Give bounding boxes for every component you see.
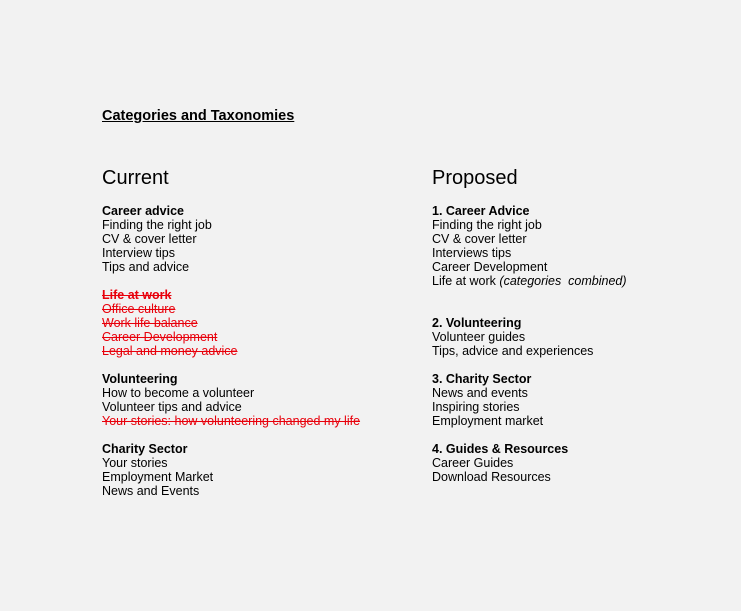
list-item: Finding the right job bbox=[102, 218, 212, 232]
group-title: 2. Volunteering bbox=[432, 316, 522, 330]
list-item: Volunteer guides bbox=[432, 330, 526, 344]
list-item: Employment market bbox=[432, 414, 544, 428]
list-item: CV & cover letter bbox=[432, 232, 527, 246]
current-charity-sector-group bbox=[102, 442, 402, 498]
list-item: Finding the right job bbox=[432, 218, 542, 232]
group-title: 1. Career Advice bbox=[432, 204, 530, 218]
list-item bbox=[432, 274, 732, 288]
list-item: News and events bbox=[432, 386, 528, 400]
combined-note: (categories combined) bbox=[499, 274, 627, 288]
list-item-label: Life at work bbox=[432, 274, 496, 288]
current-column bbox=[102, 166, 402, 498]
list-item-removed: Office culture bbox=[102, 302, 176, 316]
proposed-guides-resources-group bbox=[432, 442, 732, 484]
proposed-heading: Proposed bbox=[432, 167, 518, 189]
group-title-removed: Life at work bbox=[102, 288, 172, 302]
list-item: Your stories bbox=[102, 456, 168, 470]
list-item-removed: Career Development bbox=[102, 330, 218, 344]
current-heading: Current bbox=[102, 167, 169, 189]
proposed-volunteering-group bbox=[432, 316, 732, 358]
current-career-advice-group bbox=[102, 204, 402, 274]
list-item: CV & cover letter bbox=[102, 232, 197, 246]
proposed-column bbox=[432, 166, 732, 484]
current-volunteering-group bbox=[102, 372, 402, 428]
list-item: Employment Market bbox=[102, 470, 214, 484]
group-title: 3. Charity Sector bbox=[432, 372, 532, 386]
document-title: Categories and Taxonomies bbox=[102, 108, 295, 124]
list-item: Career Guides bbox=[432, 456, 514, 470]
list-item-removed: Work life balance bbox=[102, 316, 198, 330]
list-item: Interviews tips bbox=[432, 246, 512, 260]
list-item: Tips and advice bbox=[102, 260, 190, 274]
group-title: Career advice bbox=[102, 204, 185, 218]
proposed-charity-sector-group bbox=[432, 372, 732, 428]
group-title: Charity Sector bbox=[102, 442, 188, 456]
current-life-at-work-group-removed bbox=[102, 288, 402, 358]
list-item: Volunteer tips and advice bbox=[102, 400, 242, 414]
list-item: Download Resources bbox=[432, 470, 551, 484]
list-item: How to become a volunteer bbox=[102, 386, 255, 400]
list-item: Inspiring stories bbox=[432, 400, 520, 414]
group-title: Volunteering bbox=[102, 372, 178, 386]
proposed-career-advice-group bbox=[432, 204, 732, 288]
list-item-removed: Your stories: how volunteering changed my life bbox=[102, 414, 361, 428]
list-item-removed: Legal and money advice bbox=[102, 344, 238, 358]
group-title: 4. Guides & Resources bbox=[432, 442, 569, 456]
list-item: Interview tips bbox=[102, 246, 175, 260]
list-item: Tips, advice and experiences bbox=[432, 344, 594, 358]
list-item: News and Events bbox=[102, 484, 200, 498]
list-item: Career Development bbox=[432, 260, 548, 274]
